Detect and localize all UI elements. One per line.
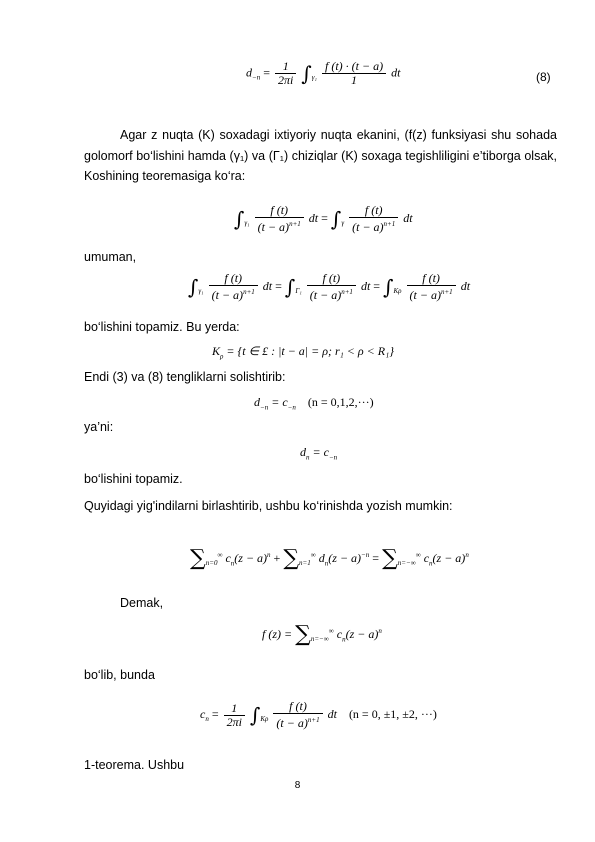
text-teorema: 1-teorema. Ushbu xyxy=(84,758,185,772)
formula-8-fraction: $\frac{f (t) \cdot (t - a)}{1}$ xyxy=(322,60,386,87)
formula-cn-def: $c_n$ = $\frac{1}{2\pi i}$ $\int_{K\rho}$ $\frac{f (t)}{(t - a)^{n+1}}$ dt (n = 0, ±1, ±2, ···) xyxy=(200,699,437,730)
paragraph-1: Agar z nuqta (K) soxadagi ixtiyoriy nuqta ekanini, (f(z) funksiyasi shu sohada golomorf bo‘lishini hamda (γ₁) va (Γ₁) chiziqlar (K) soxaga tegishliligini e’tiborga olsak, Koshining teoremasiga ko‘ra: xyxy=(84,128,557,183)
text-endi: Endi (3) va (8) tengliklarni solishtirib: xyxy=(84,370,286,384)
formula-cauchy: $\int_{\gamma_1}$ $\frac{f (t)}{(t - a)^{n+1}}$ dt = $\int_\gamma$ $\frac{f (t)}{(t - a)^{n+1}}$ dt xyxy=(234,203,413,234)
formula-dn-eq-cn: $d_n = c_{-n}$ xyxy=(300,445,338,462)
text-umuman: umuman, xyxy=(84,250,137,264)
formula-fz: f $(z) = \sum_{n=-\infty}^\infty$ $c_n(z - a)^n$ xyxy=(262,622,382,647)
formula-general: $\int_{\gamma_1}$ $\frac{f (t)}{(t - a)^{n+1}}$ dt = $\int_{\Gamma_1}$ $\frac{f (t)}{(t - a)^{n+1}}$ dt = $\int_{K\rho}$ $\frac{f (t)}{(t - a)^{n+1}}$ dt xyxy=(188,271,471,302)
formula-d-eq-c: $d_{-n} = c_{-n}$ (n = 0,1,2,···) xyxy=(254,395,374,412)
text-quyidagi: Quyidagi yig'indilarni birlashtirib, ushbu ko‘rinishda yozish mumkin: xyxy=(84,499,453,513)
formula-kset: $K_\rho = \{t$ ∈ £ : |t − a| = ρ; r₁ < ρ < R₁} xyxy=(212,344,395,361)
text-demak: Demak, xyxy=(120,596,164,610)
page-number: 8 xyxy=(294,780,301,791)
formula-series-sum: $\sum_{n=0}^\infty$ $c_n(z - a)^n + \sum_{n=1}^\infty$ $d_n(z - a)^{-n} = \sum_{n=-\infty}^\infty$ $c_n(z - a)^n$ xyxy=(190,546,469,571)
formula-8-lhs: d xyxy=(246,65,252,80)
formula-8: $d_{-n}$ = $\frac{1}{2\pi i}$ $\int_{\gamma_1}$ $\frac{f (t) \cdot (t - a)}{1}$ dt xyxy=(246,59,401,87)
text-bolishini-2: bo‘lishini topamiz. xyxy=(84,472,183,486)
text-bolib: bo‘lib, bunda xyxy=(84,668,155,682)
formula-8-coeff: $\frac{1}{2\pi i}$ xyxy=(275,60,296,87)
equation-number: (8) xyxy=(536,70,551,84)
text-bolishini-1: bo‘lishini topamiz. Bu yerda: xyxy=(84,320,240,334)
text-yani: ya’ni: xyxy=(84,420,114,434)
